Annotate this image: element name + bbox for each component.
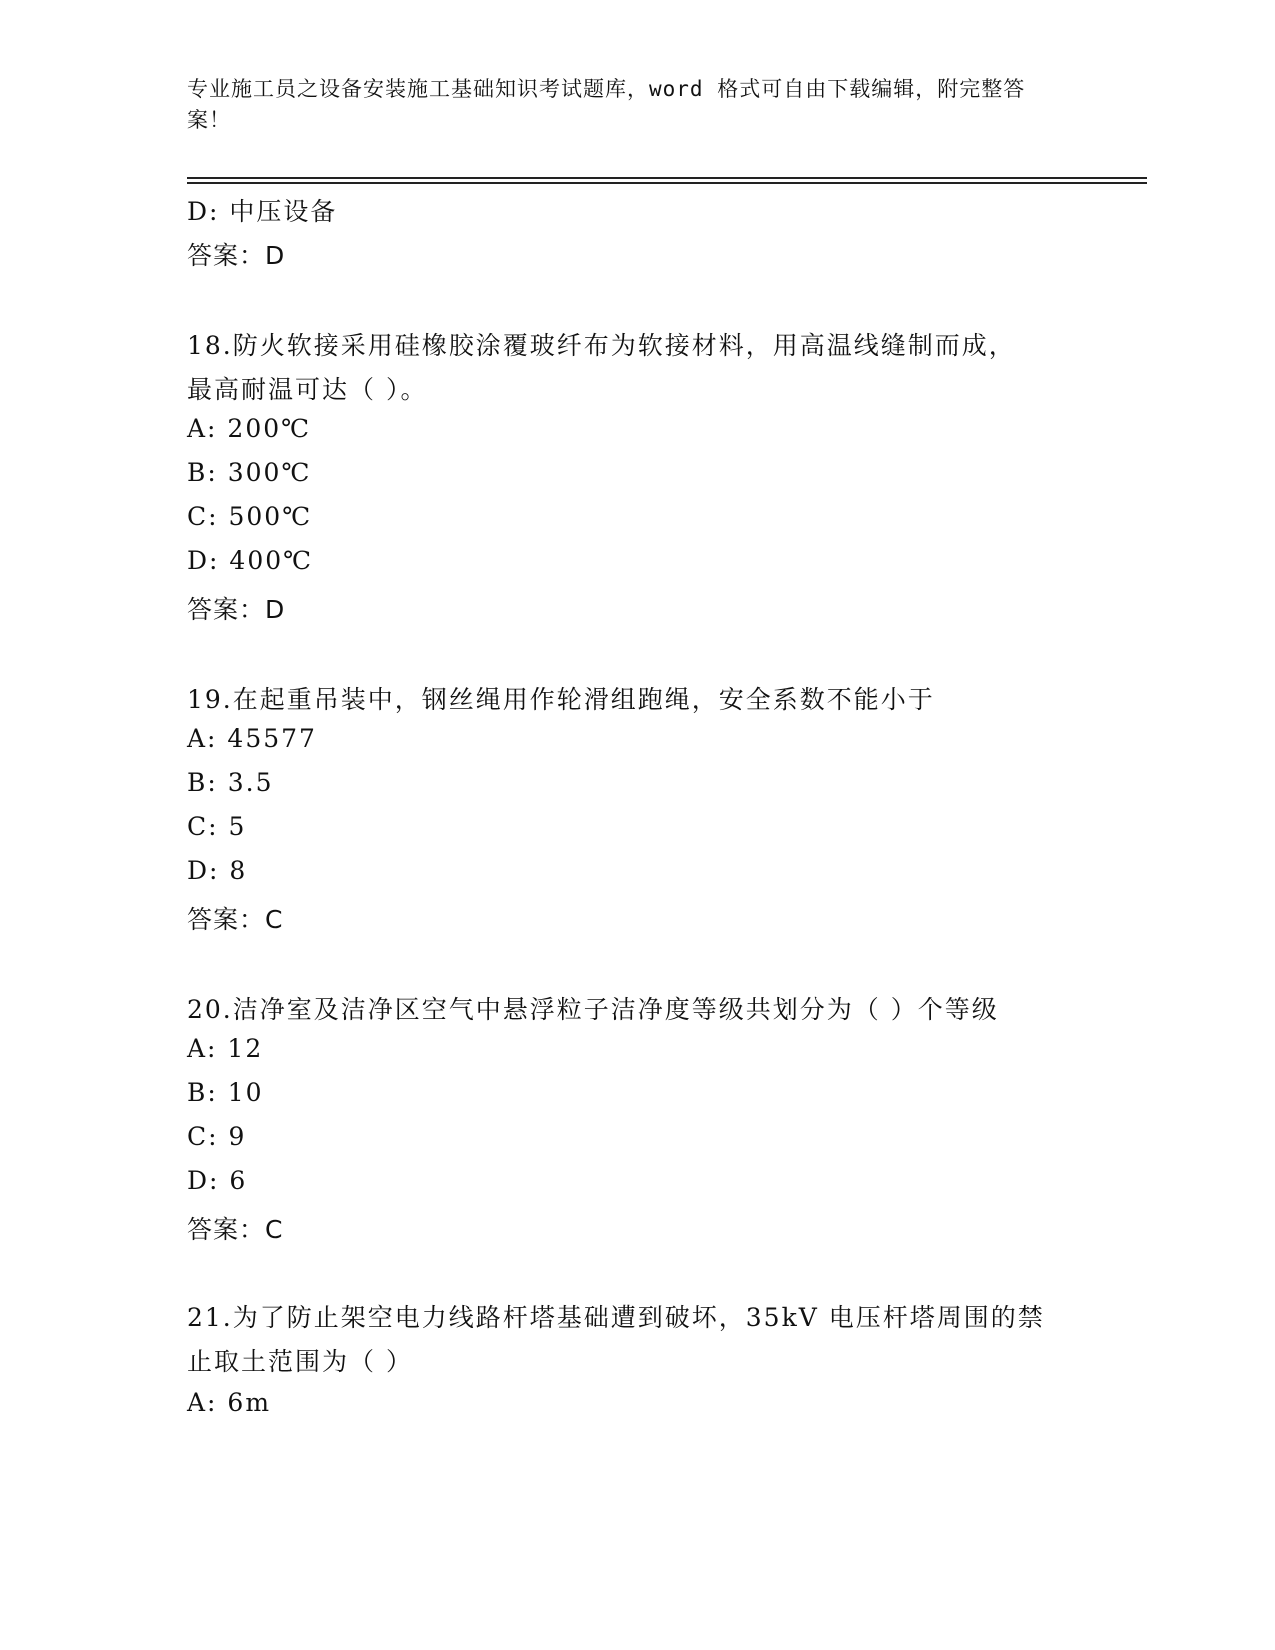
q18-stem-line1: 18.防火软接采用硅橡胶涂覆玻纤布为软接材料，用高温线缝制而成， xyxy=(187,331,1016,360)
prev-question-option-d: D: 中压设备 xyxy=(187,197,338,226)
q19-option-d: D: 8 xyxy=(187,856,248,885)
q20-option-d: D: 6 xyxy=(187,1166,248,1195)
q18-option-d: D: 400℃ xyxy=(187,546,314,575)
q18-option-a: A: 200℃ xyxy=(187,414,312,443)
q21-stem-line1: 21.为了防止架空电力线路杆塔基础遭到破坏，35kV 电压杆塔周围的禁 xyxy=(187,1303,1045,1332)
q20-stem-line1: 20.洁净室及洁净区空气中悬浮粒子洁净度等级共划分为（ ）个等级 xyxy=(187,995,999,1024)
q20-option-b: B: 10 xyxy=(187,1078,264,1107)
q18-answer: 答案：D xyxy=(187,595,286,624)
q19-option-c: C: 5 xyxy=(187,812,247,841)
q19-answer: 答案：C xyxy=(187,905,284,934)
q20-option-c: C: 9 xyxy=(187,1122,247,1151)
prev-question-answer: 答案：D xyxy=(187,241,286,270)
header-divider-bottom xyxy=(187,182,1147,184)
header-divider-top xyxy=(187,177,1147,179)
q21-stem-line2: 止取土范围为（ ） xyxy=(187,1347,413,1376)
q19-stem-line1: 19.在起重吊装中，钢丝绳用作轮滑组跑绳，安全系数不能小于 xyxy=(187,685,935,714)
q19-option-a: A: 45577 xyxy=(187,724,317,753)
document-header-title: 专业施工员之设备安装施工基础知识考试题库，word 格式可自由下载编辑，附完整答案！ xyxy=(187,77,1026,132)
q21-option-a: A: 6m xyxy=(187,1388,272,1417)
q18-option-b: B: 300℃ xyxy=(187,458,312,487)
q19-option-b: B: 3.5 xyxy=(187,768,274,797)
q18-stem-line2: 最高耐温可达（ ）。 xyxy=(187,375,428,404)
q20-option-a: A: 12 xyxy=(187,1034,264,1063)
q20-answer: 答案：C xyxy=(187,1215,284,1244)
q18-option-c: C: 500℃ xyxy=(187,502,313,531)
